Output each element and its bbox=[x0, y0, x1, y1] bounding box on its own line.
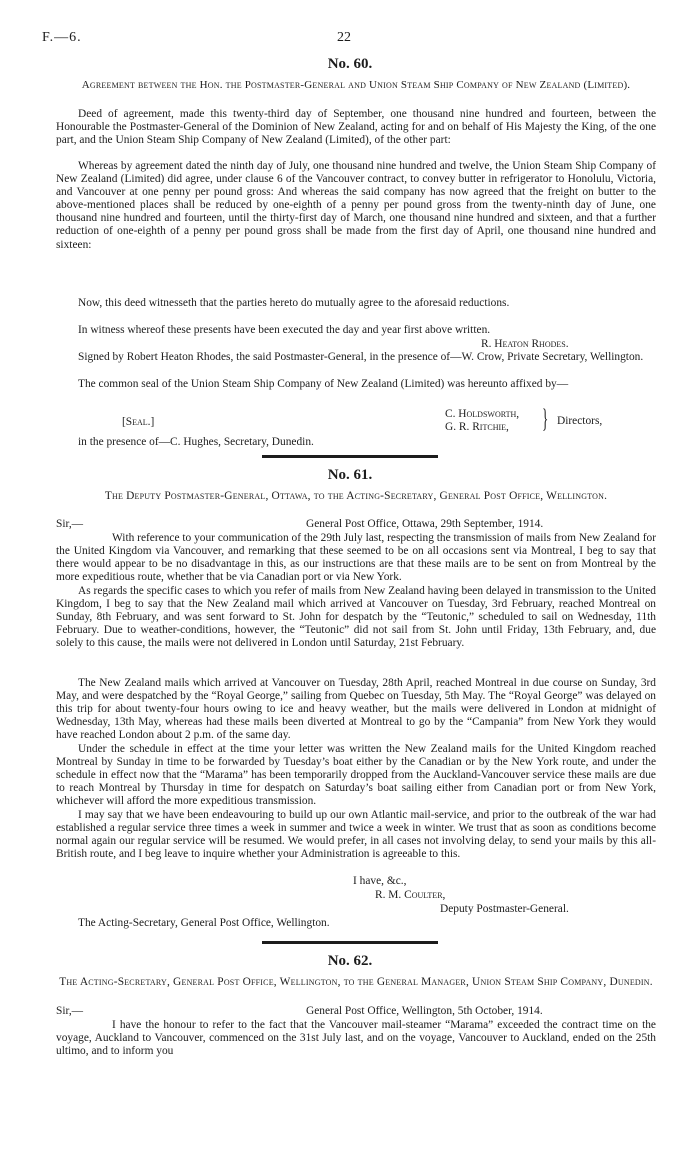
document-number-62: No. 62. bbox=[327, 953, 373, 969]
deed-paragraph: Deed of agreement, made this twenty-third day of September, one thousand nine hundred and fourteen, between the Honourable the Postmaster-General of the Dominion of New Zealand, acting for and on behalf of His Majesty the King, of the one part, and the Union Steam Ship Company of New Zealand (Limited), of the other part: bbox=[56, 108, 656, 147]
salutation: Sir,— bbox=[56, 1005, 84, 1017]
document-number-61: No. 61. bbox=[327, 467, 373, 483]
letter-paragraph-2: As regards the specific cases to which you refer of mails from New Zealand having been delayed in transmission to the United Kingdom, I beg to say that the New Zealand mail which arrived at Vancouver on Tuesday, 3rd February, reached Montreal on Sunday, 8th February, and was sent forward to St. John for despatch by the “Teutonic,” scheduled to sail on Wednesday, 11th February. Due to weather-conditions, however, the “Teutonic” did not sail from St. John until Friday, 13th February, and, due solely to this cause, the mails were not delivered in London until Saturday, 21st February. bbox=[56, 585, 656, 650]
page-series-code: F.—6. bbox=[42, 30, 82, 45]
page-number: 22 bbox=[337, 30, 351, 45]
seal-witness-line: in the presence of—C. Hughes, Secretary, Dunedin. bbox=[78, 436, 314, 448]
section-rule bbox=[262, 941, 438, 944]
dateline: General Post Office, Ottawa, 29th September, 1914. bbox=[306, 518, 544, 530]
document-62-address: The Acting-Secretary, General Post Office, Wellington, to the General Manager, Union Steam Ship Company, Dunedin. bbox=[59, 976, 653, 988]
closing: I have, &c., bbox=[353, 875, 407, 887]
seal-mark: [Seal.] bbox=[122, 416, 155, 428]
in-witness-line: In witness whereof these presents have been executed the day and year first above written. bbox=[78, 324, 491, 336]
signature-coulter: R. M. Coulter, bbox=[375, 889, 446, 901]
director-ritchie: G. R. Ritchie, bbox=[445, 421, 509, 433]
witnesseth-paragraph: Now, this deed witnesseth that the parties hereto do mutually agree to the aforesaid reductions. bbox=[78, 297, 510, 309]
signer-title: Deputy Postmaster-General. bbox=[440, 903, 569, 915]
document-number-60: No. 60. bbox=[327, 56, 373, 72]
signed-by-paragraph: Signed by Robert Heaton Rhodes, the said Postmaster-General, in the presence of—W. Crow, Private Secretary, Wellington. bbox=[78, 351, 644, 363]
letter-paragraph-1: With reference to your communication of the 29th July last, respecting the transmission of mails from New Zealand for the United Kingdom via Vancouver, and remarking that these seemed to be on all occasions sent via Montreal, I beg to say that there would appear to be no disadvantage in this, as our instructions are that these mails are to be sent on from Montreal by the more expeditious route, whether that be via Canadian port or via New York. bbox=[56, 532, 656, 584]
brace-glyph: } bbox=[542, 404, 549, 433]
section-rule bbox=[262, 455, 438, 458]
directors-label: Directors, bbox=[557, 415, 603, 427]
document-60-title: Agreement between the Hon. the Postmaster-General and Union Steam Ship Company of New Zealand (Limited). bbox=[81, 79, 631, 91]
director-holdsworth: C. Holdsworth, bbox=[445, 408, 520, 420]
salutation: Sir,— bbox=[56, 518, 84, 530]
letter-paragraph-3: The New Zealand mails which arrived at Vancouver on Tuesday, 28th April, reached Montreal in due course on Sunday, 3rd May, and were despatched by the “Royal George,” sailing from Quebec on Tuesday, 5th May. The “Royal George” was delayed on this trip for about twenty-four hours owing to ice and heavy weather, but the mails were delivered in London at midnight of Wednesday, 13th May, whereas had these mails been diverted at Montreal to go by the “Campania” from New York they would have reached London about 2 p.m. of the same day. bbox=[56, 677, 656, 742]
signature-rhodes: R. Heaton Rhodes. bbox=[481, 338, 569, 350]
letter-paragraph-4: Under the schedule in effect at the time your letter was written the New Zealand mails for the United Kingdom reached Montreal by Sunday in time to be forwarded by Tuesday’s boat either by the Canadian or by the New York route, and under the schedule in effect now that the “Marama” has been temporarily dropped from the Auckland-Vancouver service these mails are due to reach Montreal by Thursday in time for despatch on Saturday’s boat sailing either from Canadian port or from New York, whichever will afford the more expeditious transmission. bbox=[56, 743, 656, 808]
common-seal-paragraph: The common seal of the Union Steam Ship Company of New Zealand (Limited) was hereunto affixed by— bbox=[78, 378, 569, 390]
letter-paragraph-5: I may say that we have been endeavouring to build up our own Atlantic mail-service, and prior to the outbreak of the war had established a regular service three times a week in summer and twice a week in winter. We trust that as soon as conditions become normal again our regular service will be resumed. We would prefer, in all cases not involving delay, to send your mails by this all-British route, and I beg leave to inquire whether your Administration is agreeable to this. bbox=[56, 809, 656, 861]
whereas-paragraph: Whereas by agreement dated the ninth day of July, one thousand nine hundred and twelve, the Union Steam Ship Company of New Zealand (Limited) did agree, under clause 6 of the Vancouver contract, to convey butter in refrigerator to Honolulu, Victoria, and Vancouver at one penny per pound gross: And whereas the said company has now agreed that the freight on butter to the above-mentioned places shall be reduced by one-eighth of a penny per pound gross from the twenty-ninth day of June, one thousand nine hundred and fourteen, until the thirty-first day of March, one thousand nine hundred and sixteen, and that a further reduction of one-eighth of a penny per pound gross shall be made from the first day of April, one thousand nine hundred and sixteen: bbox=[56, 160, 656, 251]
dateline: General Post Office, Wellington, 5th October, 1914. bbox=[306, 1005, 543, 1017]
letter-paragraph-1: I have the honour to refer to the fact that the Vancouver mail-steamer “Marama” exceeded the contract time on the voyage, Auckland to Vancouver, commenced on the 31st July last, and on the voyage, Vancouver to Auckland, ended on the 25th ultimo, and to inform you bbox=[56, 1019, 656, 1058]
document-61-address: The Deputy Postmaster-General, Ottawa, to the Acting-Secretary, General Post Office, Wellington. bbox=[104, 490, 608, 502]
recipient-line: The Acting-Secretary, General Post Office, Wellington. bbox=[78, 917, 330, 929]
